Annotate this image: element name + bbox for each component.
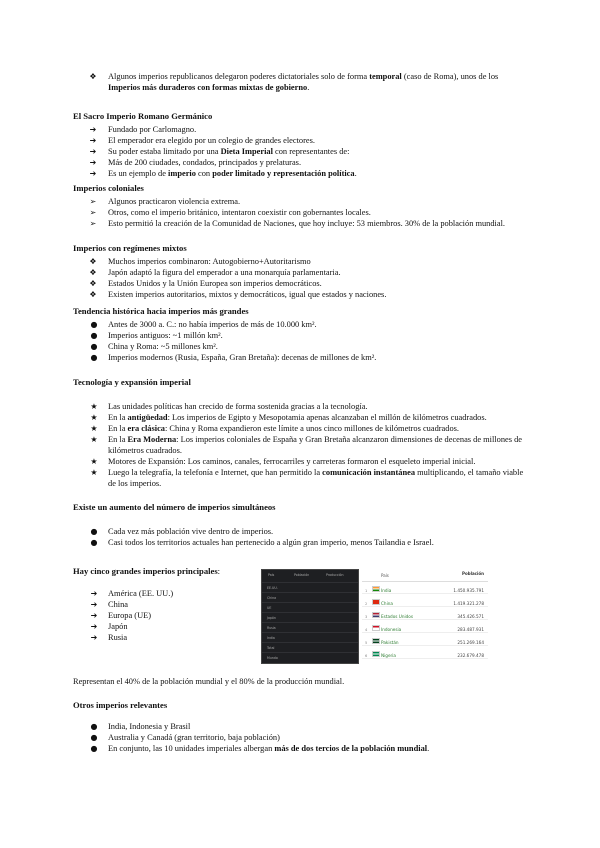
dot-bullet-icon: ● [90,744,98,753]
heading-mixtos: Imperios con regímenes mixtos [73,243,187,253]
tendencia-section [0,319,600,363]
tendencia-list [0,319,600,363]
arrowhead-bullet-icon: ➢ [89,197,97,206]
mixtos-section [0,256,600,300]
diamond-bullet-icon: ❖ [89,290,97,299]
row-rank: 1 [365,589,368,593]
list-item [0,256,600,267]
list-item [0,526,600,537]
arrow-bullet-icon: ➔ [89,136,97,145]
population-value: 283.487.931 [457,627,484,632]
list-item [0,467,600,489]
row-rank: 3 [365,615,368,619]
row-rank: 6 [365,654,368,658]
country-name: Estados Unidos [381,614,414,619]
list-item [0,732,600,743]
relevantes-list [0,721,600,754]
list-item [0,352,600,363]
list-item [0,319,600,330]
dark-table-row [262,592,358,602]
list-item-text: Casi todos los territorios actuales han pertenecido a algún gran imperio, menos Tailandia e Israel. [108,538,434,547]
row-rank: 4 [365,628,368,632]
list-item-text: Otros, como el imperio británico, intentaron coexistir con gobernantes locales. [108,208,371,217]
dark-header-1: País [268,573,275,577]
list-item-text: Rusia [108,633,128,642]
list-item [0,621,250,632]
heading-tecnologia: Tecnología y expansión imperial [73,377,191,387]
dark-table-row [262,582,358,592]
top-section [0,71,600,93]
list-item-text: Las unidades políticas han crecido de forma sostenida gracias a la tecnología. [108,402,368,411]
list-item [0,135,600,146]
list-item [0,423,600,434]
list-item [0,537,600,548]
dot-bullet-icon: ● [90,320,98,329]
list-item [0,71,600,93]
cinco-list [0,588,250,643]
dark-table-row [262,652,358,662]
list-item-text: Australia y Canadá (gran territorio, baja población) [108,733,280,742]
dark-table-cell: Total [267,646,275,650]
dot-bullet-icon: ● [90,527,98,536]
list-item [0,278,600,289]
population-value: 1.450.935.791 [453,588,484,593]
relevantes-section [0,721,600,754]
coloniales-list [0,196,600,229]
coloniales-section [0,196,600,229]
list-item [0,146,600,157]
top-list [0,71,600,93]
flag-icon [372,651,380,657]
dot-bullet-icon: ● [90,342,98,351]
list-item-text: Esto permitió la creación de la Comunidad de Naciones, que hoy incluye: 53 miembros. 30% de la población mundial. [108,219,506,228]
dark-header-2: Población [294,573,310,577]
arrow-bullet-icon: ➔ [90,622,98,631]
list-item [0,632,250,643]
row-rank: 5 [365,641,368,645]
list-item [0,743,600,754]
country-name: Nigeria [381,653,396,658]
population-table-image [362,569,488,662]
dot-bullet-icon: ● [90,331,98,340]
mixtos-list [0,256,600,300]
row-rank: 2 [365,602,368,606]
list-item-text: Luego la telegrafía, la telefonía e Internet, que han permitido la comunicación instantánea multiplicando, el tamaño viable de los imperios. [108,468,524,488]
dark-table-row [262,622,358,632]
list-item [0,434,600,456]
sacro-list [0,124,600,179]
tecnologia-section [0,401,600,489]
list-item-text: En conjunto, las 10 unidades imperiales albergan más de dos tercios de la población mundial. [108,744,430,753]
list-item [0,599,250,610]
star-bullet-icon: ★ [90,457,98,466]
list-item-text: China [108,600,129,609]
sacro-section [0,124,600,179]
list-item-text: Existen imperios autoritarios, mixtos y democráticos, igual que estados y naciones. [108,290,387,299]
flag-icon [372,599,380,605]
star-bullet-icon: ★ [90,424,98,433]
dot-bullet-icon: ● [90,353,98,362]
star-bullet-icon: ★ [90,435,98,444]
heading-tendencia: Tendencia histórica hacia imperios más grandes [73,306,249,316]
heading-cinco-suffix: : [217,566,221,576]
country-name: Pakistán [381,640,399,645]
heading-cinco [73,566,220,577]
list-item [0,157,600,168]
dark-table-cell: Mundo [267,656,278,660]
population-row [362,621,488,633]
dark-table-row [262,602,358,612]
list-item-text: América (EE. UU.) [108,589,174,598]
diamond-bullet-icon: ❖ [89,268,97,277]
list-item-text: Japón adaptó la figura del emperador a una monarquía parlamentaria. [108,268,341,277]
dark-table-cell: China [267,596,277,600]
list-item-text: Fundado por Carlomagno. [108,125,197,134]
dot-bullet-icon: ● [90,538,98,547]
country-name: India [381,588,392,593]
population-value: 251.269.164 [457,640,484,645]
flag-icon [372,638,380,644]
dark-header-3: Producción [326,573,344,577]
dark-table-row [262,632,358,642]
cinco-section [0,588,250,643]
population-value: 232.679.478 [457,653,484,658]
list-item-text: India, Indonesia y Brasil [108,722,191,731]
star-bullet-icon: ★ [90,402,98,411]
dot-bullet-icon: ● [90,733,98,742]
list-item [0,412,600,423]
list-item [0,196,600,207]
population-value: 345.426.571 [457,614,484,619]
list-item-text: El emperador era elegido por un colegio de grandes electores. [108,136,315,145]
arrowhead-bullet-icon: ➢ [89,219,97,228]
dark-table-cell: EE.UU. [267,586,278,590]
heading-cinco-text: Hay cinco grandes imperios principales [73,566,218,576]
list-item-text: Es un ejemplo de imperio con poder limitado y representación política. [108,169,357,178]
list-item [0,124,600,135]
simultaneos-section [0,526,600,548]
population-value: 1.419.321.278 [453,601,484,606]
list-item-text: En la era clásica: China y Roma expandieron este límite a unos cinco millones de kilómetros cuadrados. [108,424,459,433]
list-item-text: Motores de Expansión: Los caminos, canales, ferrocarriles y carreteras formaron el esqueleto imperial inicial. [108,457,476,466]
arrow-bullet-icon: ➔ [90,589,98,598]
list-item-text: Estados Unidos y la Unión Europea son imperios democráticos. [108,279,322,288]
country-name: Indonesia [381,627,402,632]
population-row [362,595,488,607]
heading-coloniales: Imperios coloniales [73,183,144,193]
list-item-text: Algunos practicaron violencia extrema. [108,197,241,206]
dark-table-cell: Rusia [267,626,276,630]
flag-icon [372,612,380,618]
list-item-text: Su poder estaba limitado por una Dieta Imperial con representantes de: [108,147,350,156]
header-population: Población [462,571,484,576]
population-row [362,608,488,620]
cinco-summary [0,676,600,687]
list-item [0,289,600,300]
list-item-text: Muchos imperios combinaron: Autogobierno+Autoritarismo [108,257,311,266]
diamond-bullet-icon: ❖ [89,279,97,288]
arrow-bullet-icon: ➔ [89,169,97,178]
list-item [0,207,600,218]
dark-table-row [262,612,358,622]
list-item-text: Europa (UE) [108,611,152,620]
list-item-text: Antes de 3000 a. C.: no había imperios de más de 10.000 km². [108,320,317,329]
heading-simultaneos: Existe un aumento del número de imperios simultáneos [73,502,276,512]
tecnologia-list [0,401,600,489]
list-item-text: Algunos imperios republicanos delegaron poderes dictatoriales solo de forma temporal (caso de Roma), unos de los Imperios más duraderos con formas mixtas de gobierno. [108,72,499,92]
dot-bullet-icon: ● [90,722,98,731]
flag-icon [372,625,380,631]
dark-table-cell: Japón [267,616,276,620]
arrow-bullet-icon: ➔ [90,611,98,620]
production-table-image [261,569,359,664]
list-item [0,168,600,179]
arrow-bullet-icon: ➔ [89,158,97,167]
dark-table-row [262,642,358,652]
list-item-text: Más de 200 ciudades, condados, principados y prelaturas. [108,158,302,167]
list-item [0,218,600,229]
list-item [0,588,250,599]
list-item-text: Imperios modernos (Rusia, España, Gran Bretaña): decenas de millones de km². [108,353,377,362]
list-item-text: Cada vez más población vive dentro de imperios. [108,527,274,536]
summary-text: Representan el 40% de la población mundial y el 80% de la producción mundial. [73,677,345,686]
simultaneos-list [0,526,600,548]
arrowhead-bullet-icon: ➢ [89,208,97,217]
list-item-text: En la Era Moderna: Los imperios coloniales de España y Gran Bretaña alcanzaron dimensiones de decenas de millones de kilómetros cuadrados. [108,435,522,455]
list-item [0,401,600,412]
heading-sacro: El Sacro Imperio Romano Germánico [73,111,213,121]
diamond-bullet-icon: ❖ [89,72,97,81]
population-row [362,582,488,594]
heading-relevantes: Otros imperios relevantes [73,700,168,710]
dark-table-cell: UE [267,606,272,610]
flag-icon [372,586,380,592]
list-item-text: En la antigüedad: Los imperios de Egipto y Mesopotamia apenas alcanzaban el millón de kilómetros cuadrados. [108,413,487,422]
list-item-text: China y Roma: ~5 millones km². [108,342,218,351]
header-country: País [381,573,389,578]
star-bullet-icon: ★ [90,468,98,477]
list-item-text: Japón [108,622,128,631]
dark-table-cell: India [267,636,275,640]
list-item-text: Imperios antiguos: ~1 millón km². [108,331,223,340]
diamond-bullet-icon: ❖ [89,257,97,266]
population-row [362,647,488,659]
arrow-bullet-icon: ➔ [90,600,98,609]
country-name: China [381,601,393,606]
list-item [0,456,600,467]
list-item [0,721,600,732]
population-table-header [362,569,488,582]
arrow-bullet-icon: ➔ [90,633,98,642]
arrow-bullet-icon: ➔ [89,125,97,134]
arrow-bullet-icon: ➔ [89,147,97,156]
list-item [0,610,250,621]
list-item [0,341,600,352]
population-row [362,634,488,646]
list-item [0,267,600,278]
list-item [0,330,600,341]
star-bullet-icon: ★ [90,413,98,422]
